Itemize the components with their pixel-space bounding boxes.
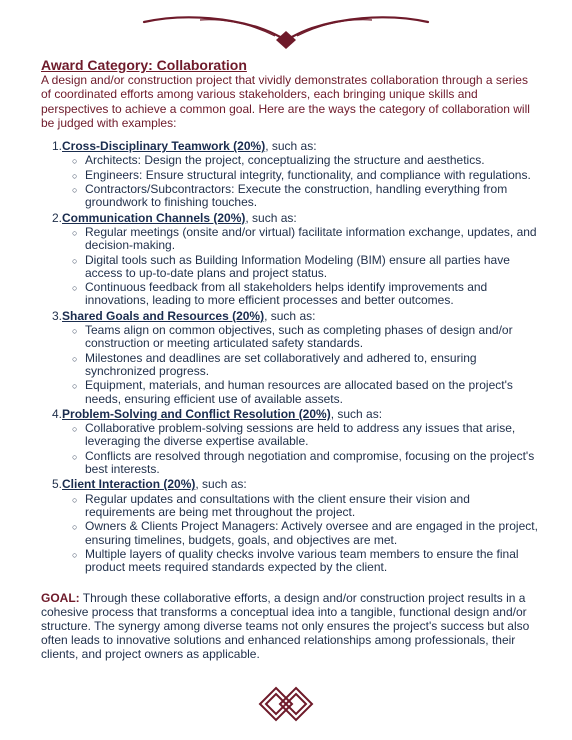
criterion-heading xyxy=(52,408,541,421)
example-text: Owners & Clients Project Managers: Actively oversee and are engaged in the project, ensuring timelines, budgets, goals, and objectives are met. xyxy=(85,519,538,547)
criterion-title: Problem-Solving and Conflict Resolution (20%) xyxy=(62,406,331,421)
example-item xyxy=(72,421,541,449)
circle-bullet-icon: ○ xyxy=(72,326,78,337)
circle-bullet-icon: ○ xyxy=(72,185,78,196)
example-list xyxy=(41,422,541,476)
circle-bullet-icon: ○ xyxy=(72,353,78,364)
criterion-item xyxy=(41,478,541,574)
circle-bullet-icon: ○ xyxy=(72,255,78,266)
example-text: Collaborative problem-solving sessions are held to address any issues that arise, leveraging the diverse expertise available. xyxy=(85,421,516,449)
circle-bullet-icon: ○ xyxy=(72,424,78,435)
circle-bullet-icon: ○ xyxy=(72,381,78,392)
criteria-list xyxy=(41,140,541,574)
circle-bullet-icon: ○ xyxy=(72,170,78,181)
criterion-title: Shared Goals and Resources (20%) xyxy=(62,308,265,323)
interlocking-diamond-logo-icon xyxy=(258,684,314,724)
criterion-item xyxy=(41,408,541,476)
example-list xyxy=(41,493,541,575)
example-text: Continuous feedback from all stakeholders helps identify improvements and innovations, leading to more efficient processes and better outcomes. xyxy=(85,280,488,308)
example-item xyxy=(72,167,541,182)
example-item xyxy=(72,252,541,281)
circle-bullet-icon: ○ xyxy=(72,283,78,294)
circle-bullet-icon: ○ xyxy=(72,522,78,533)
example-text: Contractors/Subcontractors: Execute the construction, handling everything from groundwork to finishing touches. xyxy=(85,182,508,210)
example-item xyxy=(72,153,541,168)
example-text: Digital tools such as Building Information Modeling (BIM) ensure all parties have access to up-to-date plans and project status. xyxy=(85,252,510,280)
criterion-suffix: , such as: xyxy=(264,308,316,323)
example-item xyxy=(72,378,541,406)
example-item xyxy=(72,323,541,351)
example-item xyxy=(72,182,541,210)
criterion-heading xyxy=(52,310,541,323)
circle-bullet-icon: ○ xyxy=(72,494,78,505)
goal-label: GOAL: xyxy=(41,591,80,606)
criterion-suffix: , such as: xyxy=(330,406,383,421)
goal-paragraph xyxy=(41,591,541,661)
example-item xyxy=(72,546,541,575)
circle-bullet-icon: ○ xyxy=(72,549,78,560)
document-body xyxy=(41,57,541,673)
criterion-title: Communication Channels (20%) xyxy=(62,210,246,225)
example-list xyxy=(41,226,541,308)
example-text: Equipment, materials, and human resources are allocated based on the project's needs, ensuring efficient use of available assets. xyxy=(85,378,513,406)
criterion-title: Client Interaction (20%) xyxy=(62,477,196,492)
criterion-number: 3. xyxy=(52,308,63,323)
example-item xyxy=(72,448,541,477)
criterion-item xyxy=(41,140,541,209)
criterion-number: 1. xyxy=(52,139,63,154)
criterion-suffix: , such as: xyxy=(265,139,317,154)
criterion-item xyxy=(41,310,541,406)
example-item xyxy=(72,350,541,379)
intro-paragraph: A design and/or construction project that vividly demonstrates collaboration through a series of coordinated efforts among various stakeholders, each bringing unique skills and perspectives to achieve a common goal. Here are the ways the category of collaboration will be judged with examples: xyxy=(41,73,530,130)
example-text: Milestones and deadlines are set collaboratively and adhered to, ensuring synchronized progress. xyxy=(85,350,477,378)
example-item xyxy=(72,519,541,547)
example-text: Teams align on common objectives, such as completing phases of design and/or construction or meeting articulated safety standards. xyxy=(85,323,513,351)
example-list xyxy=(41,324,541,406)
circle-bullet-icon: ○ xyxy=(72,451,78,462)
example-text: Architects: Design the project, conceptualizing the structure and aesthetics. xyxy=(85,153,485,168)
criterion-number: 4. xyxy=(52,406,63,421)
example-text: Multiple layers of quality checks involve various team members to ensure the final product meets required standards expected by the client. xyxy=(85,546,519,575)
circle-bullet-icon: ○ xyxy=(72,156,78,167)
example-list xyxy=(41,154,541,209)
example-item xyxy=(72,491,541,520)
example-item xyxy=(72,280,541,308)
page-title: Award Category: Collaboration xyxy=(41,57,247,73)
example-text: Conflicts are resolved through negotiation and compromise, focusing on the project's best interests. xyxy=(85,448,535,477)
example-text: Regular meetings (onsite and/or virtual) facilitate information exchange, updates, and decision-making. xyxy=(85,224,537,253)
criterion-number: 5. xyxy=(52,477,63,492)
criterion-heading xyxy=(52,478,541,491)
flourish-divider-icon xyxy=(140,14,432,52)
example-text: Engineers: Ensure structural integrity, functionality, and compliance with regulations. xyxy=(85,167,531,182)
criterion-suffix: , such as: xyxy=(245,210,297,225)
circle-bullet-icon: ○ xyxy=(72,227,78,238)
criterion-number: 2. xyxy=(52,210,63,225)
example-text: Regular updates and consultations with the client ensure their vision and requirements are being met throughout the project. xyxy=(85,491,470,519)
criterion-suffix: , such as: xyxy=(195,477,247,492)
criterion-heading xyxy=(52,212,541,225)
criterion-item xyxy=(41,212,541,308)
criterion-title: Cross-Disciplinary Teamwork (20%) xyxy=(62,139,266,154)
criterion-heading xyxy=(52,140,541,153)
goal-text: Through these collaborative efforts, a design and/or construction project results in a cohesive process that transforms a conceptual idea into a tangible, functional design and/or structure. The synergy among diverse teams not only ensures the project's success but also often leads to innovative solutions and enhanced relationships among professionals, their clients, and project owners as applicable. xyxy=(41,591,530,662)
example-item xyxy=(72,224,541,253)
